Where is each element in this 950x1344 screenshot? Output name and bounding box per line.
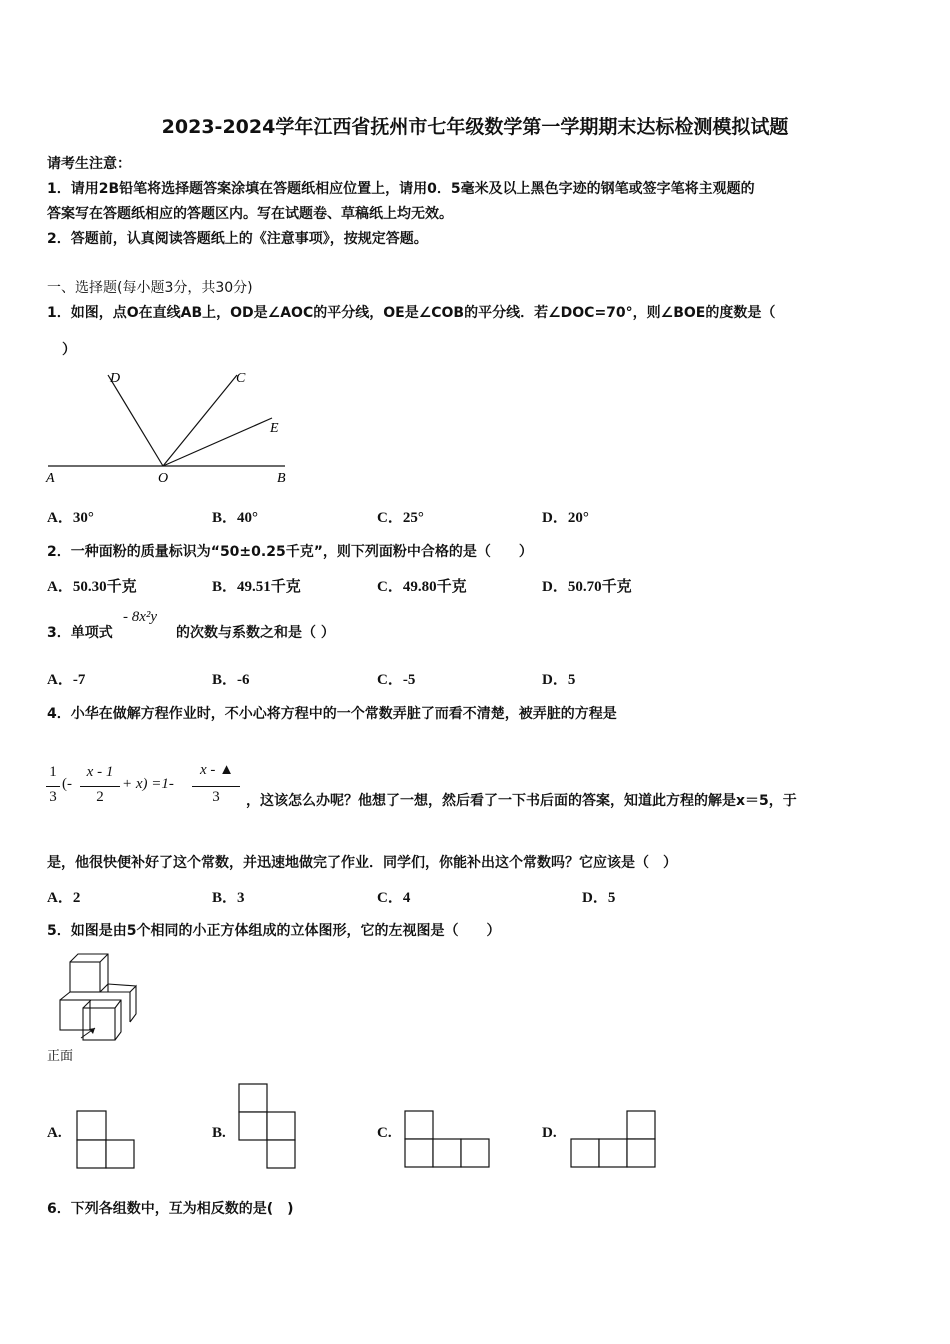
q2-option-c: C．49.80千克 [377,579,467,595]
eq-f1-num: 1 [49,764,57,780]
q5-cube-figure [45,950,145,1042]
eq-f3-bar [192,786,240,787]
q1-option-d: D．20° [542,510,589,526]
label-o: O [158,471,169,486]
eq-f3-num: x - ▲ [200,762,234,778]
notice-line-2: 2．答题前，认真阅读答题纸上的《注意事项》，按规定答题。 [47,231,428,247]
q5-option-c-view [404,1110,494,1170]
q2-option-b: B．49.51千克 [212,579,301,595]
q5-option-c-label: C. [377,1125,392,1141]
notice-line-1b: 答案写在答题纸相应的答题区内。写在试题卷、草稿纸上均无效。 [47,206,453,222]
q5-stem: 5．如图是由5个相同的小正方体组成的立体图形，它的左视图是（ ） [47,923,501,939]
q3-option-d: D．5 [542,672,576,688]
label-e: E [270,421,279,436]
eq-f3-den: 3 [212,789,220,805]
page-title: 2023-2024学年江西省抚州市七年级数学第一学期期末达标检测模拟试题 [161,116,789,138]
q1-option-a: A．30° [47,510,94,526]
q3-monomial: - 8x²y [123,609,158,625]
q5-option-d-view [570,1110,660,1170]
label-b: B [277,471,286,486]
notice-heading: 请考生注意： [47,156,131,172]
q3-stem-pre: 3．单项式 [47,625,113,641]
q2-stem: 2．一种面粉的质量标识为“50±0.25千克”，则下列面粉中合格的是（ ） [47,544,533,560]
q1-stem-end: ） [62,342,76,358]
label-c: C [236,371,246,386]
q1-option-c: C．25° [377,510,424,526]
q3-option-b: B．-6 [212,672,250,688]
eq-f2-den: 2 [96,789,104,805]
q4-option-a: A．2 [47,890,81,906]
q1-stem: 1．如图，点O在直线AB上，OD是∠AOC的平分线，OE是∠COB的平分线．若∠DOC=70°，则∠BOE的度数是（ [47,305,776,321]
section-heading: 一、选择题(每小题3分，共30分) [47,280,253,296]
eq-f1-den: 3 [49,789,57,805]
q4-stem: 4．小华在做解方程作业时，不小心将方程中的一个常数弄脏了而看不清楚，被弄脏的方程是 [47,706,617,722]
eq-f1-bar [46,786,60,787]
q4-option-c: C．4 [377,890,411,906]
q5-option-a-label: A. [47,1125,62,1141]
q4-continuation-1: ，这该怎么办呢？他想了一想，然后看了一下书后面的答案，知道此方程的解是x＝5，于 [246,793,797,809]
q3-stem-post: 的次数与系数之和是（ ） [176,625,335,641]
q5-option-a-view [76,1110,136,1170]
q4-option-b: B．3 [212,890,245,906]
q5-option-b-view [238,1083,298,1171]
q2-option-a: A．50.30千克 [47,579,137,595]
q3-option-c: C．-5 [377,672,416,688]
q1-angle-figure [40,360,300,490]
eq-mid-2: + x) =1- [122,776,174,792]
label-a: A [46,471,55,486]
eq-f2-num: x - 1 [86,764,114,780]
q5-option-b-label: B. [212,1125,226,1141]
q2-option-d: D．50.70千克 [542,579,632,595]
q1-option-b: B．40° [212,510,259,526]
q4-option-d: D．5 [582,890,616,906]
q5-option-d-label: D. [542,1125,557,1141]
front-label: 正面 [47,1049,74,1064]
eq-f2-bar [80,786,120,787]
eq-mid-1: (- [62,776,72,792]
q4-continuation-2: 是，他很快便补好了这个常数，并迅速地做完了作业．同学们，你能补出这个常数吗？它应该是（ ） [47,855,677,871]
label-d: D [110,371,121,386]
q3-option-a: A．-7 [47,672,86,688]
notice-line-1a: 1．请用2B铅笔将选择题答案涂填在答题纸相应位置上，请用0．5毫米及以上黑色字迹的钢笔或签字笔将主观题的 [47,181,755,197]
q6-stem: 6．下列各组数中，互为相反数的是( ) [47,1201,294,1217]
